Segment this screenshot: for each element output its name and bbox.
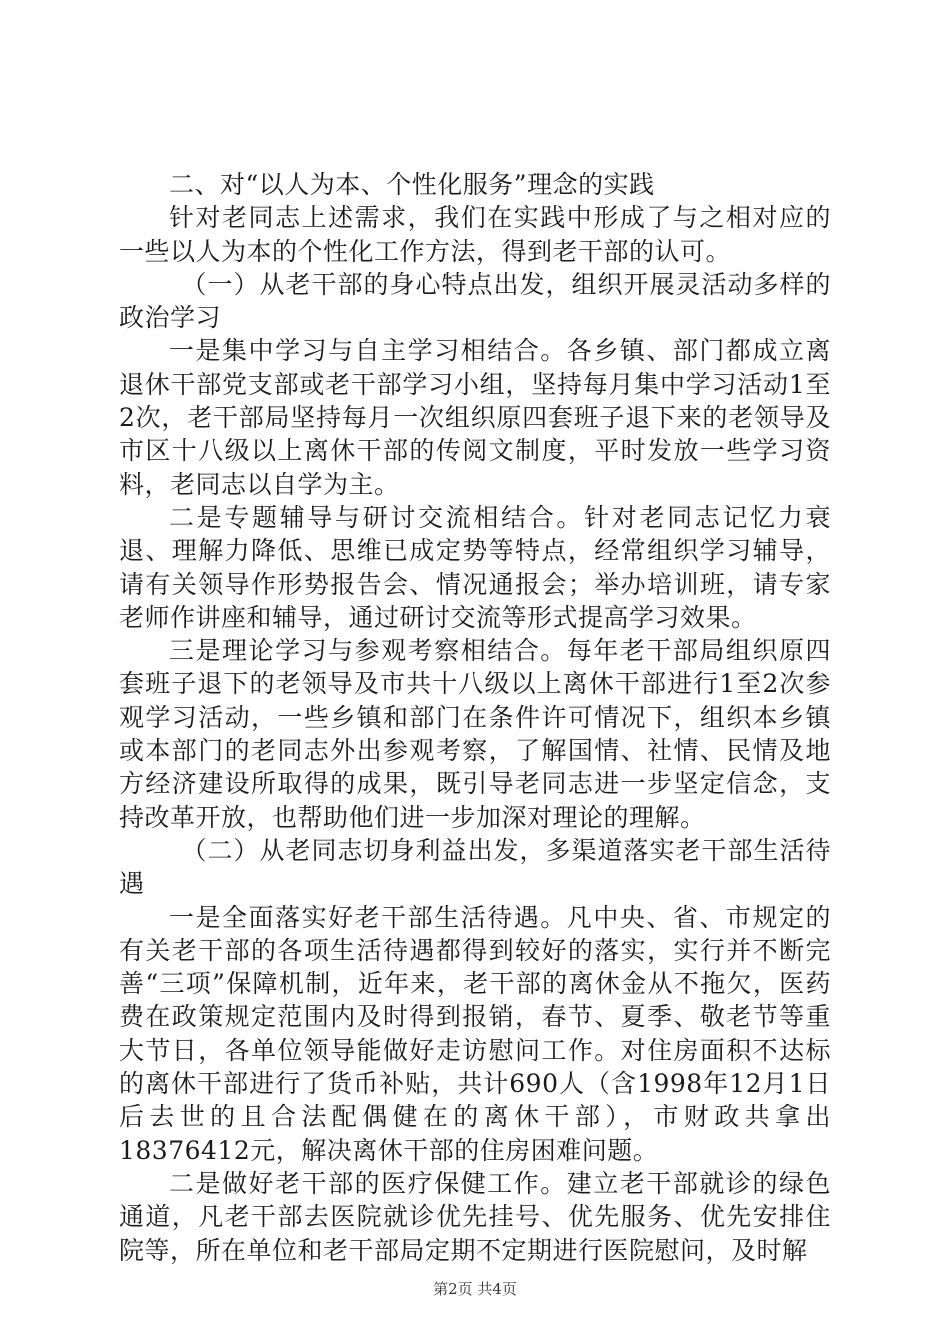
body-paragraph: 针对老同志上述需求，我们在实践中形成了与之相对应的一些以人为本的个性化工作方法，得到老干部的认可。 — [119, 203, 831, 266]
body-paragraph: 三是理论学习与参观考察相结合。每年老干部局组织原四套班子退下的老领导及市共十八级以上离休干部进行1至2次参观学习活动，一些乡镇和部门在条件许可情况下，组织本乡镇或本部门的老同志外出参观考察，了解国情、社情、民情及地方经济建设所取得的成果，既引导老同志进一步坚定信念，支持改革开放，也帮助他们进一步加深对理论的理解。 — [119, 636, 831, 832]
body-paragraph: 二是做好老干部的医疗保健工作。建立老干部就诊的绿色通道，凡老干部去医院就诊优先挂号、优先服务、优先安排住院等，所在单位和老干部局定期不定期进行医院慰问，及时解 — [119, 1168, 831, 1265]
body-paragraph: 一是集中学习与自主学习相结合。各乡镇、部门都成立离退休干部党支部或老干部学习小组，坚持每月集中学习活动1至2次，老干部局坚持每月一次组织原四套班子退下来的老领导及市区十八级以上离休干部的传阅文制度，平时发放一些学习资料，老同志以自学为主。 — [119, 336, 831, 499]
section-heading: 二、对“以人为本、个性化服务”理念的实践 — [169, 170, 655, 199]
body-paragraph: 二是专题辅导与研讨交流相结合。针对老同志记忆力衰退、理解力降低、思维已成定势等特点，经常组织学习辅导，请有关领导作形势报告会、情况通报会；举办培训班，请专家老师作讲座和辅导，通过研讨交流等形式提高学习效果。 — [119, 502, 831, 632]
body-paragraph: 一是全面落实好老干部生活待遇。凡中央、省、市规定的有关老干部的各项生活待遇都得到较好的落实，实行并不断完善“三项”保障机制，近年来，老干部的离休金从不拖欠，医药费在政策规定范围内及时得到报销，春节、夏季、敬老节等重大节日，各单位领导能做好走访慰问工作。对住房面积不达标的离休干部进行了货币补贴，共计690人（含1998年12月1日后去世的且合法配偶健在的离休干部），市财政共拿出18376412元，解决离休干部的住房困难问题。 — [119, 902, 831, 1165]
document-body — [119, 168, 831, 1267]
page-number-footer: 第2页 共4页 — [433, 1280, 517, 1298]
sub-heading: （一）从老干部的身心特点出发，组织开展灵活动多样的政治学习 — [119, 269, 831, 333]
sub-heading: （二）从老同志切身利益出发，多渠道落实老干部生活待遇 — [119, 835, 831, 899]
